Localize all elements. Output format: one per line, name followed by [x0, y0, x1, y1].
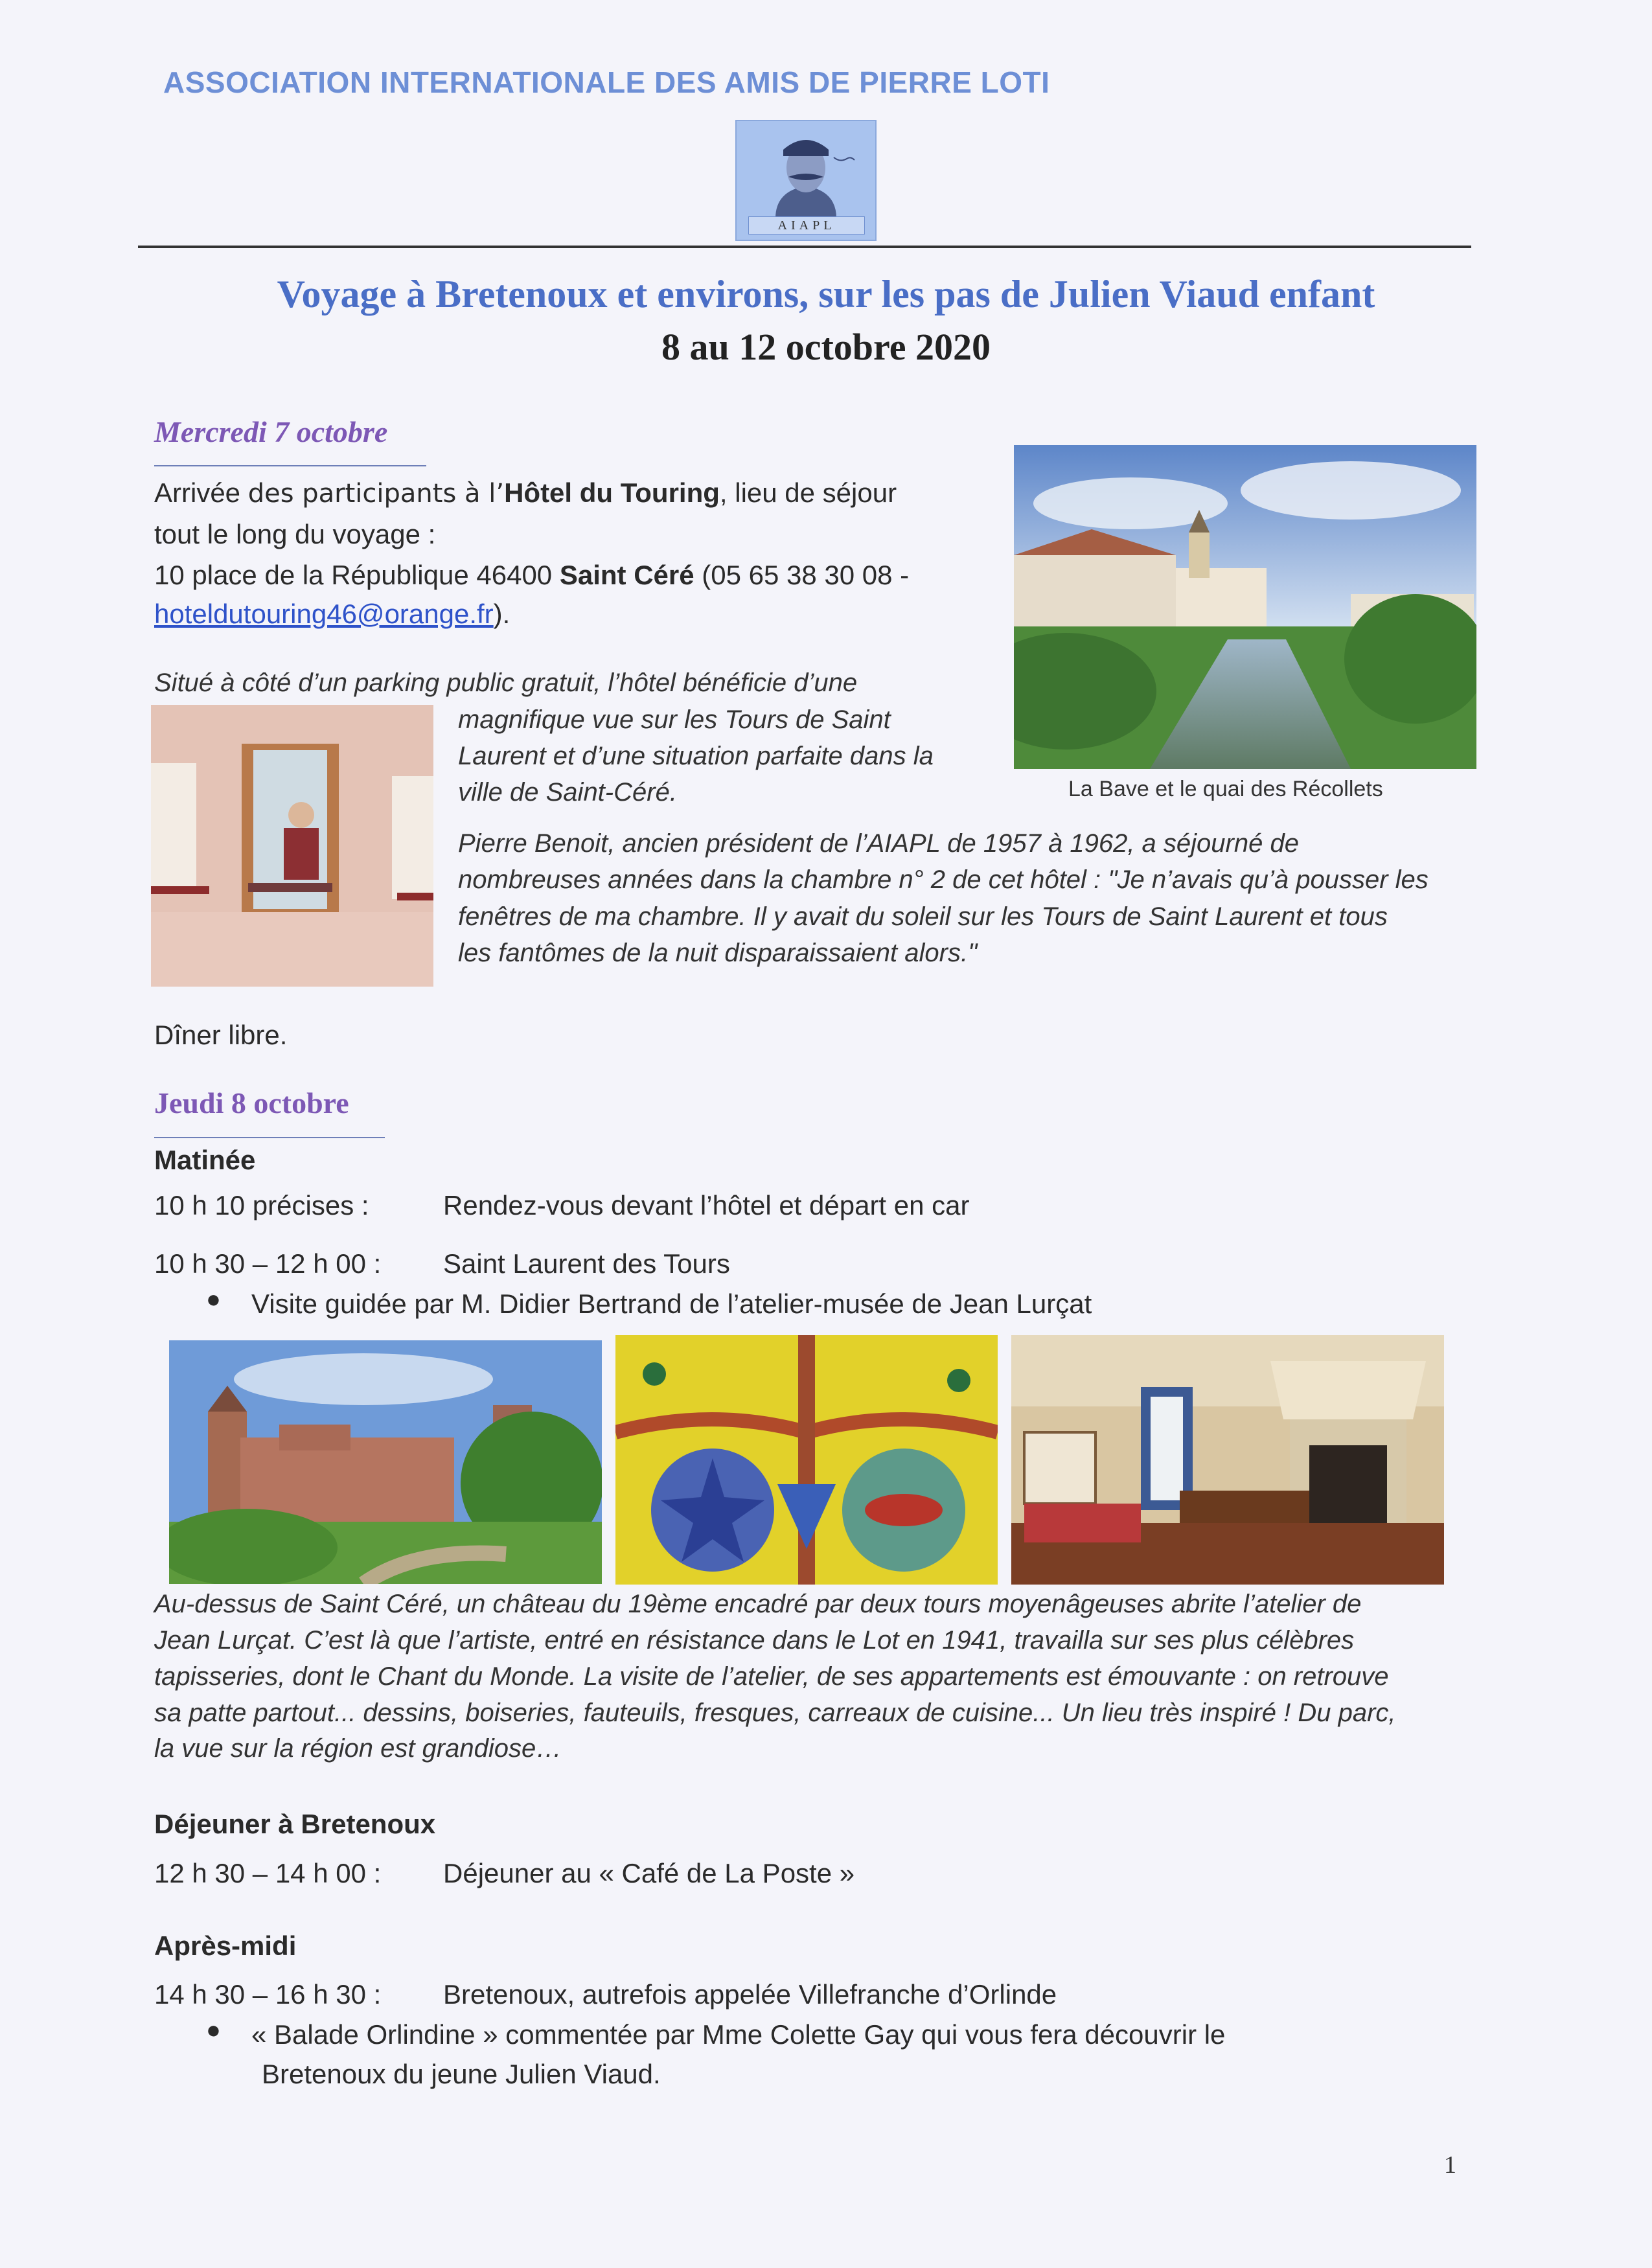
benoit-quote-line-3: fenêtres de ma chambre. Il y avait du soleil sur les Tours de Saint Laurent et tous — [458, 902, 1388, 931]
address-text: 10 place de la République 46400 — [154, 560, 560, 590]
lunch-heading: Déjeuner à Bretenoux — [154, 1809, 436, 1839]
aiapl-logo — [735, 120, 877, 241]
lunch-time: 12 h 30 – 14 h 00 : — [154, 1858, 382, 1888]
afternoon-time: 14 h 30 – 16 h 30 : — [154, 1979, 382, 2010]
hotel-name: Hôtel du Touring — [504, 477, 720, 508]
river-photo-caption: La Bave et le quai des Récollets — [1068, 777, 1383, 801]
morning-heading: Matinée — [154, 1145, 256, 1175]
arrival-text: Arrivée — [154, 477, 248, 508]
hotel-address — [154, 556, 909, 594]
page-number: 1 — [1444, 2151, 1456, 2179]
association-name: ASSOCIATION INTERNATIONALE DES AMIS DE PIERRE LOTI — [163, 65, 1050, 99]
hotel-phone: (05 65 38 30 08 - — [694, 560, 910, 590]
email-close: ). — [493, 599, 511, 629]
benoit-quote-line-1: Pierre Benoit, ancien président de l’AIAPL de 1957 à 1962, a séjourné de — [458, 829, 1299, 858]
hotel-desc-line-2: magnifique vue sur les Tours de Saint — [458, 705, 891, 734]
hotel-desc-line-3: Laurent et d’une situation parfaite dans la — [458, 742, 934, 770]
page-title: Voyage à Bretenoux et environs, sur les pas de Julien Viaud enfant — [277, 273, 1375, 315]
day2-heading-underline — [154, 1137, 385, 1138]
arrival-text-participants: des participants — [247, 479, 457, 509]
logo-label: AIAPL — [748, 216, 865, 235]
header-divider — [138, 246, 1471, 248]
arrival-line-2: tout le long du voyage : — [154, 519, 436, 549]
hotel-window-photo — [151, 705, 433, 987]
balade-bullet-line-2: Bretenoux du jeune Julien Viaud. — [262, 2059, 661, 2089]
lurcat-interior-photo — [1011, 1335, 1444, 1585]
arrival-line-1 — [154, 474, 897, 513]
chateau-photo — [169, 1340, 602, 1584]
day2-heading: Jeudi 8 octobre — [154, 1086, 349, 1119]
schedule-text-1: Rendez-vous devant l’hôtel et départ en car — [443, 1190, 970, 1220]
chateau-desc-line-3: tapisseries, dont le Chant du Monde. La visite de l’atelier, de ses appartements est émouvante : on retrouve — [154, 1662, 1389, 1691]
day1-heading-underline — [154, 465, 426, 466]
hotel-desc-line-1: Situé à côté d’un parking public gratuit, l’hôtel bénéficie d’une — [154, 669, 858, 697]
hotel-email-link[interactable]: hoteldutouring46@orange.fr — [154, 599, 494, 629]
day1-heading: Mercredi 7 octobre — [154, 415, 388, 448]
page-subtitle-dates: 8 au 12 octobre 2020 — [661, 326, 991, 368]
afternoon-text: Bretenoux, autrefois appelée Villefranche d’Orlinde — [443, 1979, 1057, 2010]
afternoon-heading: Après-midi — [154, 1930, 297, 1961]
benoit-quote-line-2: nombreuses années dans la chambre n° 2 de cet hôtel : "Je n’avais qu’à pousser les — [458, 865, 1428, 894]
lurcat-tapestry-photo — [615, 1335, 998, 1585]
chateau-desc-line-4: sa patte partout... dessins, boiseries, fauteuils, fresques, carreaux de cuisine... Un lieu très inspiré ! Du parc, — [154, 1699, 1396, 1727]
chateau-desc-line-2: Jean Lurçat. C’est là que l’artiste, entré en résistance dans le Lot en 1941, travailla sur ses plus célèbres — [154, 1626, 1355, 1655]
river-photo — [1014, 445, 1476, 769]
hotel-email-line — [154, 595, 510, 633]
guided-visit-bullet: Visite guidée par M. Didier Bertrand de l’atelier-musée de Jean Lurçat — [251, 1289, 1092, 1319]
schedule-time-2: 10 h 30 – 12 h 00 : — [154, 1248, 382, 1279]
chateau-desc-line-5: la vue sur la région est grandiose… — [154, 1734, 562, 1763]
bullet-icon: ● — [206, 1286, 221, 1313]
schedule-time-1: 10 h 10 précises : — [154, 1190, 369, 1220]
bullet-icon: ● — [206, 2017, 221, 2044]
chateau-desc-line-1: Au-dessus de Saint Céré, un château du 19ème encadré par deux tours moyenâgeuses abrite l’atelier de — [154, 1590, 1362, 1618]
arrival-text-a: à l’ — [456, 479, 505, 509]
balade-bullet-line-1: « Balade Orlindine » commentée par Mme Colette Gay qui vous fera découvrir le — [251, 2019, 1226, 2050]
benoit-quote-line-4: les fantômes de la nuit disparaissaient alors." — [458, 939, 978, 967]
address-city: Saint Céré — [559, 560, 694, 590]
schedule-text-2: Saint Laurent des Tours — [443, 1248, 730, 1279]
arrival-text-end: , lieu de séjour — [719, 477, 897, 508]
dinner-note: Dîner libre. — [154, 1020, 288, 1050]
hotel-desc-line-4: ville de Saint-Céré. — [458, 778, 677, 807]
lunch-text: Déjeuner au « Café de La Poste » — [443, 1858, 855, 1888]
